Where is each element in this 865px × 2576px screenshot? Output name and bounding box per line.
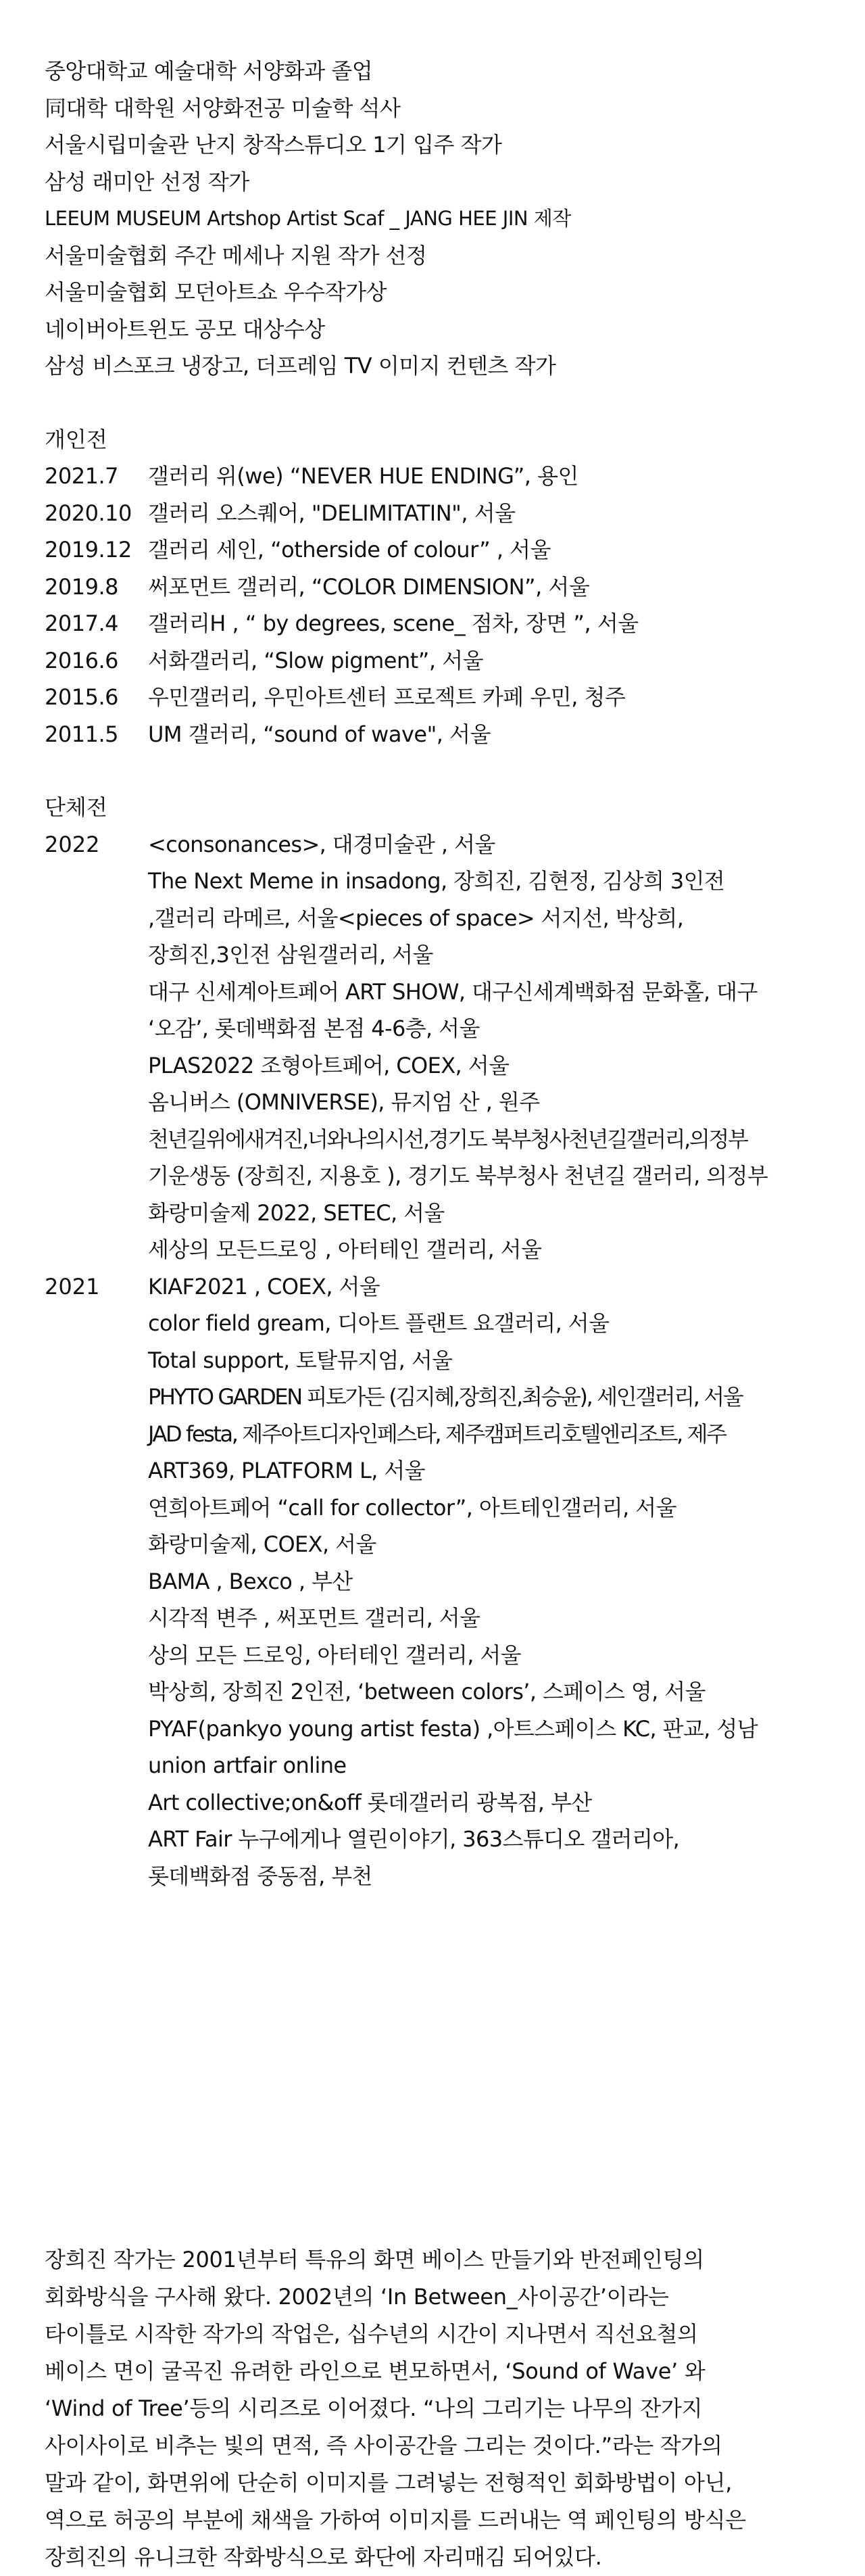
group-entries — [148, 826, 815, 1268]
group-entry: 대구 신세계아트페어 ART SHOW, 대구신세계백화점 문화홀, 대구 — [148, 978, 758, 1005]
group-entry: 시각적 변주 , 써포먼트 갤러리, 서울 — [148, 1605, 480, 1631]
solo-text: 써포먼트 갤러리, “COLOR DIMENSION”, 서울 — [148, 573, 590, 600]
solo-year: 2021.7 — [45, 463, 118, 489]
statement-line: 장희진 작가는 2001년부터 특유의 화면 베이스 만들기와 반전페인팅의 — [45, 2247, 704, 2272]
group-entry: The Next Meme in insadong, 장희진, 김현정, 김상희 3인전 — [148, 868, 725, 894]
group-heading: 단체전 — [45, 794, 107, 820]
group-entry: <consonances>, 대경미술관 , 서울 — [148, 831, 495, 857]
group-entry: 화랑미술제, COEX, 서울 — [148, 1531, 376, 1557]
solo-item — [45, 531, 815, 569]
group-entry: 박상희, 장희진 2인전, ‘between colors’, 스페이스 영, 서울 — [148, 1679, 706, 1704]
statement-line: 베이스 면이 굴곡진 유려한 라인으로 변모하면서, ‘Sound of Wave’ 와 — [45, 2358, 706, 2384]
statement-line: 역으로 허공의 부분에 채색을 가하여 이미지를 드러내는 역 페인팅의 방식은 — [45, 2507, 746, 2533]
career-item: 서울미술협회 주간 메세나 지원 작가 선정 — [45, 242, 427, 268]
solo-item — [45, 679, 815, 716]
group-entry: union artfair online — [148, 1752, 347, 1778]
group-entry: 장희진,3인전 삼원갤러리, 서울 — [148, 942, 433, 968]
group-year-block — [45, 1268, 815, 1895]
career-item: LEEUM MUSEUM Artshop Artist Scaf _ JANG HEE JIN 제작 — [45, 207, 571, 230]
career-item: 삼성 비스포크 냉장고, 더프레임 TV 이미지 컨텐츠 작가 — [45, 353, 556, 379]
career-item: 네이버아트윈도 공모 대상수상 — [45, 316, 325, 342]
group-entry: PHYTO GARDEN 피토가든 (김지혜,장희진,최승윤), 세인갤러리, 서울 — [148, 1384, 743, 1410]
group-entry: 상의 모든 드로잉, 아터테인 갤러리, 서울 — [148, 1642, 521, 1668]
group-entry: ,갤러리 라메르, 서울<pieces of space> 서지선, 박상희, — [148, 905, 684, 931]
solo-year: 2020.10 — [45, 500, 132, 526]
group-entry: 롯데백화점 중동점, 부천 — [148, 1863, 372, 1889]
career-item: 서울시립미술관 난지 창작스튜디오 1기 입주 작가 — [45, 132, 502, 158]
group-entry: BAMA , Bexco , 부산 — [148, 1568, 353, 1594]
group-entry: PLAS2022 조형아트페어, COEX, 서울 — [148, 1052, 510, 1078]
group-year-block — [45, 826, 815, 1268]
career-list — [45, 53, 815, 385]
group-entry: ART369, PLATFORM L, 서울 — [148, 1458, 425, 1483]
solo-text: 갤러리 세인, “otherside of colour” , 서울 — [148, 537, 551, 563]
group-entry: 옴니버스 (OMNIVERSE), 뮤지엄 산 , 원주 — [148, 1089, 540, 1115]
statement-line: ‘Wind of Tree’등의 시리즈로 이어졌다. “나의 그리기는 나무의 잔가지 — [45, 2395, 703, 2421]
career-item: 삼성 래미안 선정 작가 — [45, 168, 249, 195]
career-item: 중앙대학교 예술대학 서양화과 졸업 — [45, 58, 373, 84]
solo-year: 2015.6 — [45, 684, 118, 710]
statement-line: 말과 같이, 화면위에 단순히 이미지를 그려넣는 전형적인 회화방법이 아닌, — [45, 2470, 733, 2496]
solo-item — [45, 605, 815, 642]
group-entry: JAD festa, 제주아트디자인페스타, 제주캠퍼트리호텔엔리조트, 제주 — [148, 1421, 726, 1447]
solo-text: 우민갤러리, 우민아트센터 프로젝트 카페 우민, 청주 — [148, 684, 626, 710]
solo-year: 2017.4 — [45, 611, 118, 636]
solo-text: 갤러리H , “ by degrees, scene_ 점차, 장면 ”, 서울 — [148, 611, 639, 636]
statement-line: 사이사이로 비추는 빛의 면적, 즉 사이공간을 그리는 것이다.”라는 작가의 — [45, 2433, 722, 2458]
solo-item — [45, 642, 815, 679]
group-entries — [148, 1268, 815, 1895]
group-year: 2021 — [45, 1273, 100, 1299]
solo-heading: 개인전 — [45, 426, 107, 452]
group-entry: KIAF2021 , COEX, 서울 — [148, 1273, 380, 1299]
statement-line: 회화방식을 구사해 왔다. 2002년의 ‘In Between_사이공간’이라는 — [45, 2284, 669, 2310]
group-entry: ‘오감’, 롯데백화점 본점 4-6층, 서울 — [148, 1016, 480, 1041]
group-entry: PYAF(pankyo young artist festa) ,아트스페이스 KC, 판교, 성남 — [148, 1715, 758, 1742]
group-entry: Total support, 토탈뮤지엄, 서울 — [148, 1347, 453, 1373]
group-entry: 연희아트페어 “call for collector”, 아트테인갤러리, 서울 — [148, 1494, 676, 1521]
group-entry: Art collective;on&off 롯데갤러리 광복점, 부산 — [148, 1789, 592, 1815]
solo-year: 2019.12 — [45, 537, 132, 563]
group-entry: color field gream, 디아트 플랜트 요갤러리, 서울 — [148, 1310, 610, 1336]
group-exhibitions — [45, 789, 815, 1894]
solo-text: 갤러리 위(we) “NEVER HUE ENDING”, 용인 — [148, 463, 578, 489]
group-entry: 천년길위에새겨진,너와나의시선,경기도 북부청사천년길갤러리,의정부 — [148, 1126, 747, 1152]
solo-year: 2016.6 — [45, 647, 118, 673]
solo-exhibitions — [45, 421, 815, 753]
solo-year: 2011.5 — [45, 721, 118, 747]
solo-item — [45, 569, 815, 606]
artist-statement — [45, 2241, 815, 2576]
group-entry: 세상의 모든드로잉 , 아터테인 갤러리, 서울 — [148, 1237, 542, 1262]
solo-item — [45, 458, 815, 495]
group-entry: 기운생동 (장희진, 지용호 ), 경기도 북부청사 천년길 갤러리, 의정부 — [148, 1163, 768, 1189]
statement-line: 타이틀로 시작한 작가의 작업은, 십수년의 시간이 지나면서 직선요철의 — [45, 2321, 698, 2347]
statement-line: 장희진의 유니크한 작화방식으로 화단에 자리매김 되어있다. — [45, 2544, 602, 2570]
solo-text: UM 갤러리, “sound of wave", 서울 — [148, 721, 491, 747]
group-entry: 화랑미술제 2022, SETEC, 서울 — [148, 1199, 445, 1226]
group-entry: ART Fair 누구에게나 열린이야기, 363스튜디오 갤러리아, — [148, 1826, 680, 1852]
solo-item — [45, 716, 815, 753]
solo-year: 2019.8 — [45, 573, 118, 600]
solo-text: 갤러리 오스퀘어, "DELIMITATIN", 서울 — [148, 500, 516, 526]
solo-text: 서화갤러리, “Slow pigment”, 서울 — [148, 647, 484, 673]
group-year: 2022 — [45, 831, 100, 857]
solo-item — [45, 495, 815, 532]
artist-cv — [45, 53, 815, 1894]
career-item: 서울미술협회 모던아트쇼 우수작가상 — [45, 279, 387, 305]
career-item: 同대학 대학원 서양화전공 미술학 석사 — [45, 95, 401, 121]
